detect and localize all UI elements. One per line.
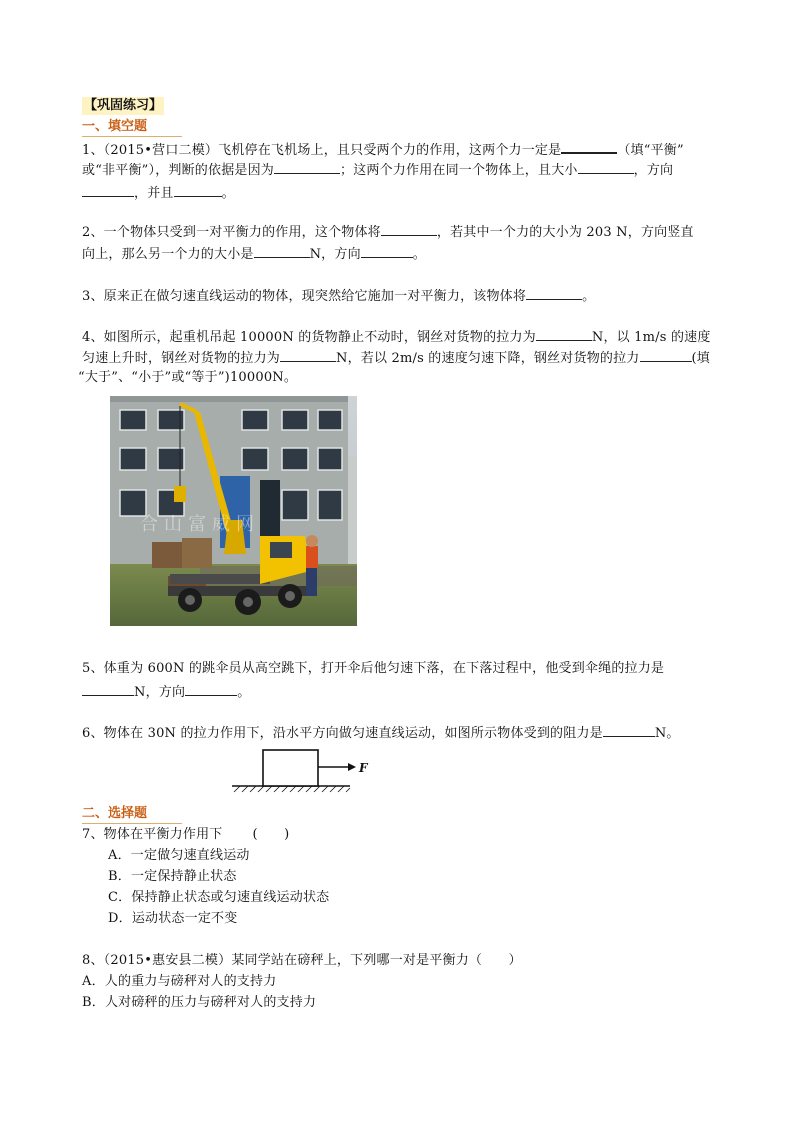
q7-option-c[interactable]: C．保持静止状态或匀速直线运动状态 (108, 890, 330, 905)
q1-blank-3[interactable] (578, 160, 634, 174)
q2-blank-3[interactable] (361, 244, 413, 258)
q8-option-a[interactable]: A．人的重力与磅秤对人的支持力 (82, 974, 277, 989)
q7-option-a[interactable]: A．一定做匀速直线运动 (108, 848, 250, 863)
q5-blank-1[interactable] (82, 682, 134, 696)
q5-blank-2[interactable] (185, 682, 237, 696)
q3-line1: 3、原来正在做匀速直线运动的物体，现突然给它施加一对平衡力，该物体将 。 (82, 286, 595, 306)
q1-blank-1[interactable] (561, 139, 617, 154)
crane-truck-photo (110, 396, 357, 626)
q4-line1: 4、如图所示，起重机吊起 10000N 的货物静止不动时，钢丝对货物的拉力为 N，以 1m/s 的速度 (82, 327, 711, 347)
ground-hatching (234, 786, 350, 792)
q8-stem: 8、（2015•惠安县二模）某同学站在磅秤上，下列哪一对是平衡力（ ） (82, 953, 522, 968)
force-arrow-head (348, 763, 356, 771)
section1-divider (82, 136, 182, 137)
q1-blank-2[interactable] (274, 160, 340, 174)
q7-option-b[interactable]: B．一定保持静止状态 (108, 869, 237, 884)
section1-title: 一、填空题 (82, 119, 148, 134)
section-tag: 【巩固练习】 (84, 98, 163, 113)
q1-line3: ，并且 。 (82, 183, 235, 203)
q1-line1: 1、（2015•营口二模）飞机停在飞机场上，且只受两个力的作用，这两个力一定是 （填“平衡” (82, 139, 684, 160)
q2-blank-2[interactable] (254, 244, 310, 258)
q4-blank-3[interactable] (640, 348, 692, 362)
q1-blank-5[interactable] (174, 183, 222, 197)
q6-blank-1[interactable] (603, 723, 655, 737)
photo-watermark: 合山富威网 (140, 514, 260, 535)
block-force-diagram (228, 746, 368, 796)
block (263, 750, 318, 786)
q7-answer-bracket[interactable]: ( ) (252, 827, 290, 842)
q3-blank-1[interactable] (526, 286, 582, 300)
section2-divider (82, 823, 182, 824)
q4-blank-2[interactable] (280, 348, 336, 362)
force-label: F (359, 761, 368, 775)
q1-line2: 或“非平衡”），判断的依据是因为 ；这两个力作用在同一个物体上，且大小 ，方向 (82, 160, 673, 180)
q4-blank-1[interactable] (536, 327, 592, 341)
q2-line1: 2、一个物体只受到一对平衡力的作用，这个物体将 ，若其中一个力的大小为 203 N，方向竖直 (82, 222, 694, 242)
q4-line2: 匀速上升时，钢丝对货物的拉力为 N，若以 2m/s 的速度匀速下降，钢丝对货物的拉力 (填 (82, 348, 710, 368)
q1-blank-4[interactable] (82, 183, 134, 197)
q6-line1: 6、物体在 30N 的拉力作用下，沿水平方向做匀速直线运动，如图所示物体受到的阻力是 N。 (82, 723, 680, 743)
q8-option-b[interactable]: B．人对磅秤的压力与磅秤对人的支持力 (82, 995, 317, 1010)
q2-blank-1[interactable] (381, 222, 437, 236)
q4-line3: “大于”、“小于”或“等于”)10000N。 (78, 370, 298, 385)
q2-line2: 向上，那么另一个力的大小是 N，方向 。 (82, 244, 426, 264)
q5-line2: N，方向 。 (82, 682, 250, 702)
q7-option-d[interactable]: D．运动状态一定不变 (108, 911, 238, 926)
q5-line1: 5、体重为 600N 的跳伞员从高空跳下，打开伞后他匀速下落，在下落过程中，他受到伞绳的拉力是 (82, 661, 665, 676)
q7-stem: 7、物体在平衡力作用下 ( ) (82, 827, 290, 842)
section2-title: 二、选择题 (82, 806, 148, 821)
